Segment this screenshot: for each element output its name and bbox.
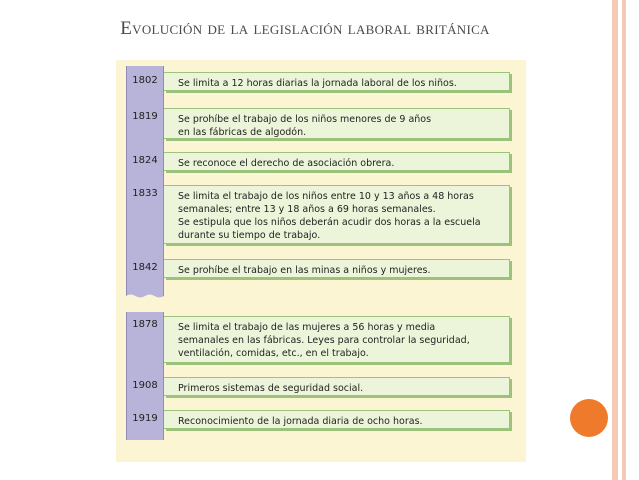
timeline-year: 1824 [132, 155, 158, 166]
decorative-circle [570, 399, 608, 437]
timeline-entry-text: en las fábricas de algodón. [178, 127, 307, 138]
timeline-entry [164, 410, 510, 429]
wavy-edge-icon [126, 293, 164, 299]
timeline-entry-text: Se estipula que los niños deberán acudir dos horas a la escuela [178, 217, 481, 228]
decorative-stripe [622, 0, 626, 480]
timeline-entry-text: Primeros sistemas de seguridad social. [178, 383, 364, 394]
timeline-entry [164, 72, 510, 91]
timeline-entry [164, 316, 510, 363]
timeline-year: 1908 [132, 380, 158, 391]
timeline-year: 1919 [132, 413, 158, 424]
timeline-entry-text: ventilación, comidas, etc., en el trabajo. [178, 348, 369, 359]
slide-title: Evolución de la legislación laboral británica [120, 18, 490, 39]
timeline-entry-text: Se prohíbe el trabajo en las minas a niños y mujeres. [178, 265, 431, 276]
timeline-entry-text: Se limita a 12 horas diarias la jornada laboral de los niños. [178, 78, 457, 89]
decorative-stripe [612, 0, 618, 480]
timeline-year: 1878 [132, 319, 158, 330]
timeline-entry [164, 152, 510, 171]
timeline-year: 1819 [132, 111, 158, 122]
timeline-year: 1842 [132, 262, 158, 273]
timeline-entry-text: Se reconoce el derecho de asociación obrera. [178, 158, 395, 169]
timeline-entry [164, 185, 510, 244]
timeline-entry [164, 108, 510, 139]
timeline-entry-text: Se limita el trabajo de los niños entre 10 y 13 años a 48 horas [178, 191, 474, 202]
timeline-entry-text: Reconocimiento de la jornada diaria de ocho horas. [178, 416, 423, 427]
timeline-entry [164, 259, 510, 278]
timeline-entry-text: durante su tiempo de trabajo. [178, 230, 321, 241]
timeline-entry-text: semanales en las fábricas. Leyes para controlar la seguridad, [178, 335, 470, 346]
timeline-entry [164, 377, 510, 396]
timeline-entry-text: semanales; entre 13 y 18 años a 69 horas semanales. [178, 204, 436, 215]
timeline-year: 1833 [132, 188, 158, 199]
timeline-year: 1802 [132, 75, 158, 86]
timeline-entry-text: Se prohíbe el trabajo de los niños menores de 9 años [178, 114, 432, 125]
timeline-entry-text: Se limita el trabajo de las mujeres a 56 horas y media [178, 322, 436, 333]
